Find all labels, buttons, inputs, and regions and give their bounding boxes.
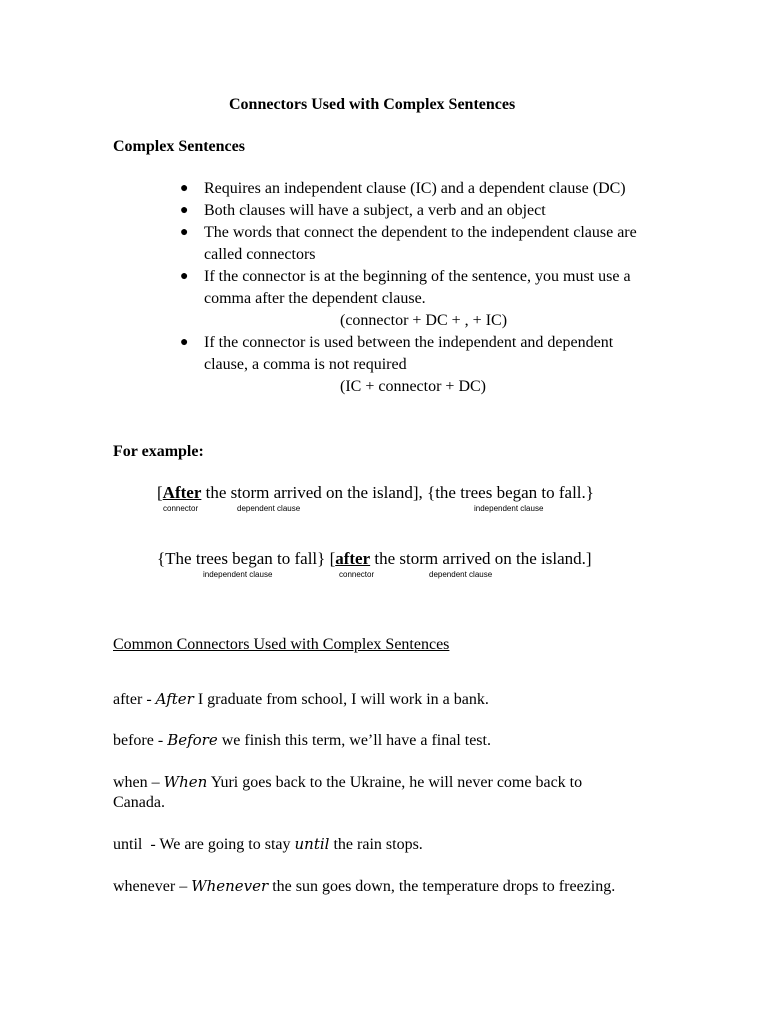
bullet-text: The words that connect the dependent to the independent clause are called connectors: [204, 224, 637, 263]
connector-word: after: [335, 549, 371, 568]
section-heading: Complex Sentences: [113, 138, 245, 155]
connector-example-until: [113, 834, 423, 855]
dependent-clause: the storm arrived on the island.]: [370, 549, 592, 568]
label-independent: independent clause: [203, 570, 273, 579]
bullet-list: [180, 178, 660, 398]
dependent-clause: the storm arrived on the island],: [201, 483, 428, 502]
italic-connector: Whenever: [191, 877, 269, 895]
example-text: we finish this term, we’ll have a final test.: [217, 732, 491, 749]
example-text-pre: We are going to stay: [159, 836, 295, 853]
connector-word: until: [113, 836, 143, 853]
bullet-text: Both clauses will have a subject, a verb and an object: [204, 202, 546, 219]
bullet-icon: ●: [180, 203, 189, 218]
label-connector: connector: [163, 504, 199, 513]
connector-example-when: [113, 772, 582, 793]
separator: -: [142, 691, 156, 708]
bullet-icon: ●: [180, 225, 189, 240]
label-independent: independent clause: [474, 504, 544, 513]
italic-connector: When: [163, 773, 208, 791]
connector-example-whenever: [113, 876, 615, 897]
label-dependent: dependent clause: [237, 504, 301, 513]
connector-example-before: [113, 730, 491, 751]
connector-word: After: [162, 483, 202, 502]
document-title: Connectors Used with Complex Sentences: [229, 96, 516, 113]
label-dependent: dependent clause: [429, 570, 493, 579]
bullet-text: If the connector is at the beginning of the sentence, you must use a comma after the dependent clause.: [204, 268, 631, 307]
formula: (IC + connector + DC): [340, 378, 487, 395]
italic-connector: until: [294, 835, 330, 853]
connector-word: whenever: [113, 878, 176, 895]
example-text: the rain stops.: [329, 836, 423, 853]
example-text: Yuri goes back to the Ukraine, he will never come back to: [207, 774, 583, 791]
bullet-text: If the connector is used between the independent and dependent clause, a comma is not required: [204, 334, 614, 373]
for-example-heading: For example:: [113, 443, 204, 460]
connector-word: when: [113, 774, 148, 791]
connector-word: after: [113, 691, 143, 708]
label-connector: connector: [339, 570, 375, 579]
connector-example-when-continued: Canada.: [113, 794, 165, 811]
bullet-icon: ●: [180, 335, 189, 350]
independent-clause: {The trees began to fall}: [157, 549, 330, 568]
bullet-item: [180, 178, 660, 200]
separator: -: [153, 732, 168, 749]
example-text: I graduate from school, I will work in a bank.: [193, 691, 489, 708]
bullet-text: Requires an independent clause (IC) and a dependent clause (DC): [204, 180, 626, 197]
separator: –: [147, 774, 164, 791]
bullet-item: [180, 200, 660, 222]
independent-clause: {the trees began to fall.}: [427, 483, 594, 502]
italic-connector: After: [155, 690, 194, 708]
common-connectors-heading: Common Connectors Used with Complex Sentences: [113, 636, 450, 653]
separator: –: [175, 878, 192, 895]
bullet-item: [180, 222, 660, 266]
example-text: the sun goes down, the temperature drops to freezing.: [268, 878, 616, 895]
bracket: [: [329, 549, 336, 568]
formula: (connector + DC + , + IC): [340, 312, 508, 329]
separator: -: [142, 836, 160, 853]
italic-connector: Before: [167, 731, 218, 749]
bullet-icon: ●: [180, 181, 189, 196]
example-sentence-1: [157, 482, 594, 504]
bullet-icon: ●: [180, 269, 189, 284]
connector-example-after: [113, 689, 489, 710]
bullet-item: [180, 332, 660, 398]
example-sentence-2: [157, 548, 592, 570]
bullet-item: [180, 266, 660, 332]
connector-word: before: [113, 732, 154, 749]
bracket: [: [157, 483, 163, 502]
